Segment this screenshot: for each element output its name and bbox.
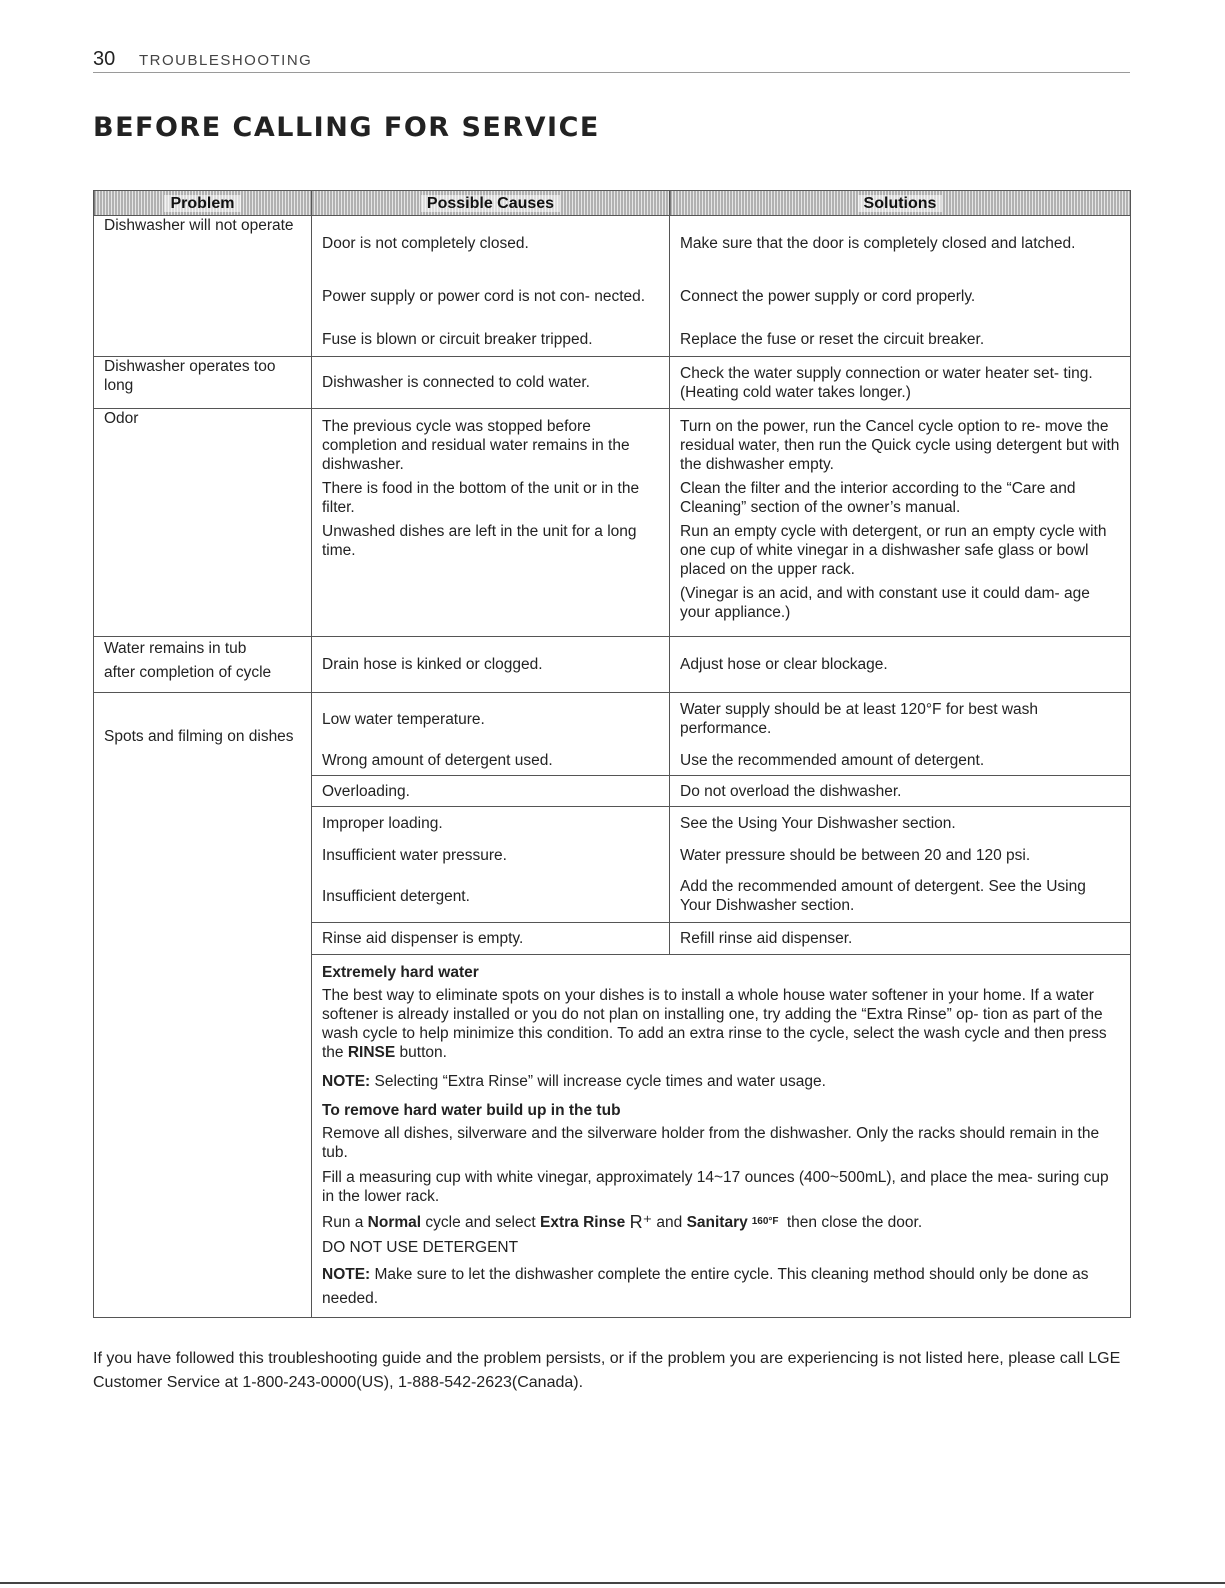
note-paragraph: The best way to eliminate spots on your dishes is to install a whole house water softener in your home. If a water softener is already installed or you do not plan on installing one, try adding the “Extra Rinse” op- tion as part of the wash cycle to help minimize this condition. To add an extra rinse to the cycle, select the wash cycle and then press the RINSE button. — [322, 987, 1107, 1061]
problem-line: Water remains in tub — [104, 640, 247, 657]
solution: Turn on the power, run the Cancel cycle option to re- move the residual water, then run the Quick cycle using detergent but with the dishwasher empty. — [680, 418, 1120, 473]
note-paragraph: Remove all dishes, silverware and the silverware holder from the dishwasher. Only the racks should remain in the tub. — [322, 1125, 1100, 1161]
problem-cell: Dishwasher will not operate — [94, 216, 312, 357]
page-bottom-rule — [0, 1582, 1225, 1584]
cause-solution-group — [312, 216, 1131, 357]
hard-water-note — [312, 955, 1131, 1318]
cause: There is food in the bottom of the unit or in the filter. — [322, 480, 640, 516]
table-row — [94, 409, 1131, 637]
solution: See the Using Your Dishwasher section. — [680, 815, 956, 832]
problem-cell: Dishwasher operates too long — [94, 357, 312, 409]
problem-cell — [94, 637, 312, 693]
solution: Refill rinse aid dispenser. — [670, 923, 1131, 955]
table-row — [94, 357, 1131, 409]
note-heading: Extremely hard water — [322, 964, 479, 981]
cause: Low water temperature. — [312, 693, 670, 745]
table-header-row — [94, 191, 1131, 216]
note-paragraph: NOTE: Make sure to let the dishwasher complete the entire cycle. This cleaning method should only be done as needed. — [322, 1266, 1089, 1307]
cause: Insufficient water pressure. — [312, 840, 670, 870]
cause-solution-group — [312, 807, 1131, 923]
page-header — [93, 48, 1130, 73]
header-causes: Possible Causes — [312, 191, 670, 216]
solution: Do not overload the dishwasher. — [670, 776, 1131, 807]
cause: Dishwasher is connected to cold water. — [312, 357, 670, 409]
problem-line: after completion of cycle — [104, 664, 272, 681]
note-paragraph: NOTE: Selecting “Extra Rinse” will increase cycle times and water usage. — [322, 1073, 826, 1090]
problem-cell: Spots and filming on dishes — [94, 693, 312, 1318]
solution: Add the recommended amount of detergent. See the Using Your Dishwasher section. — [680, 878, 1086, 914]
extra-rinse-icon: R⁺ — [629, 1212, 653, 1232]
cause-list — [312, 409, 670, 637]
note-paragraph: Fill a measuring cup with white vinegar, approximately 14~17 ounces (400~500mL), and place the mea- suring cup in the lower rack. — [322, 1169, 1109, 1205]
cause: Wrong amount of detergent used. — [312, 745, 670, 775]
cause: Insufficient detergent. — [312, 870, 670, 922]
cause: Drain hose is kinked or clogged. — [312, 637, 670, 693]
cause: Fuse is blown or circuit breaker tripped. — [312, 322, 670, 356]
page-title: BEFORE CALLING FOR SERVICE — [93, 112, 600, 143]
cause: Overloading. — [312, 776, 670, 807]
solution: Water supply should be at least 120°F for best wash performance. — [680, 701, 1039, 737]
sanitary-icon: 160°F — [751, 1216, 779, 1227]
cause: Rinse aid dispenser is empty. — [312, 923, 670, 955]
solution: Make sure that the door is completely closed and latched. — [680, 234, 1076, 252]
solution: Run an empty cycle with detergent, or run an empty cycle with one cup of white vinegar in a dishwasher safe glass or bowl placed on the upper rack. — [680, 523, 1107, 578]
note-paragraph: DO NOT USE DETERGENT — [322, 1239, 519, 1256]
header-problem: Problem — [94, 191, 312, 216]
cause: Improper loading. — [312, 807, 670, 840]
troubleshooting-table — [93, 190, 1131, 1318]
solution: (Vinegar is an acid, and with constant use it could dam- age your appliance.) — [680, 585, 1090, 621]
table-row — [94, 637, 1131, 693]
note-paragraph: Run a Normal cycle and select Extra Rinse R⁺ and Sanitary 160°F then close the door. — [322, 1212, 923, 1232]
cause: Unwashed dishes are left in the unit for a long time. — [322, 523, 637, 559]
solution: Replace the fuse or reset the circuit breaker. — [680, 330, 985, 348]
cause-solution-group — [312, 693, 1131, 776]
table-row — [94, 693, 1131, 776]
solution: Check the water supply connection or water heater set- ting. (Heating cold water takes longer.) — [670, 357, 1131, 409]
cause: The previous cycle was stopped before completion and residual water remains in the dishwasher. — [322, 418, 630, 473]
note-heading: To remove hard water build up in the tub — [322, 1102, 621, 1119]
footer-text: If you have followed this troubleshooting guide and the problem persists, or if the problem you are experiencing is not listed here, please call LGE Customer Service at 1-800-243-0000(US), 1-888-542-2623(Canada). — [93, 1350, 1121, 1391]
rinse-button-label: RINSE — [347, 1044, 396, 1061]
solution: Adjust hose or clear blockage. — [670, 637, 1131, 693]
solution: Water pressure should be between 20 and 120 psi. — [680, 846, 1031, 864]
section-name: TROUBLESHOOTING — [139, 52, 313, 69]
table-row — [94, 216, 1131, 357]
solution: Use the recommended amount of detergent. — [680, 751, 985, 769]
page-number: 30 — [93, 48, 116, 70]
cause: Power supply or power cord is not con- nected. — [312, 270, 670, 322]
header-solutions: Solutions — [670, 191, 1131, 216]
solution-list — [670, 409, 1131, 637]
solution: Clean the filter and the interior according to the “Care and Cleaning” section of the owner’s manual. — [680, 480, 1076, 516]
solution: Connect the power supply or cord properly. — [680, 287, 976, 305]
problem-cell: Odor — [94, 409, 312, 637]
cause: Door is not completely closed. — [312, 216, 670, 270]
